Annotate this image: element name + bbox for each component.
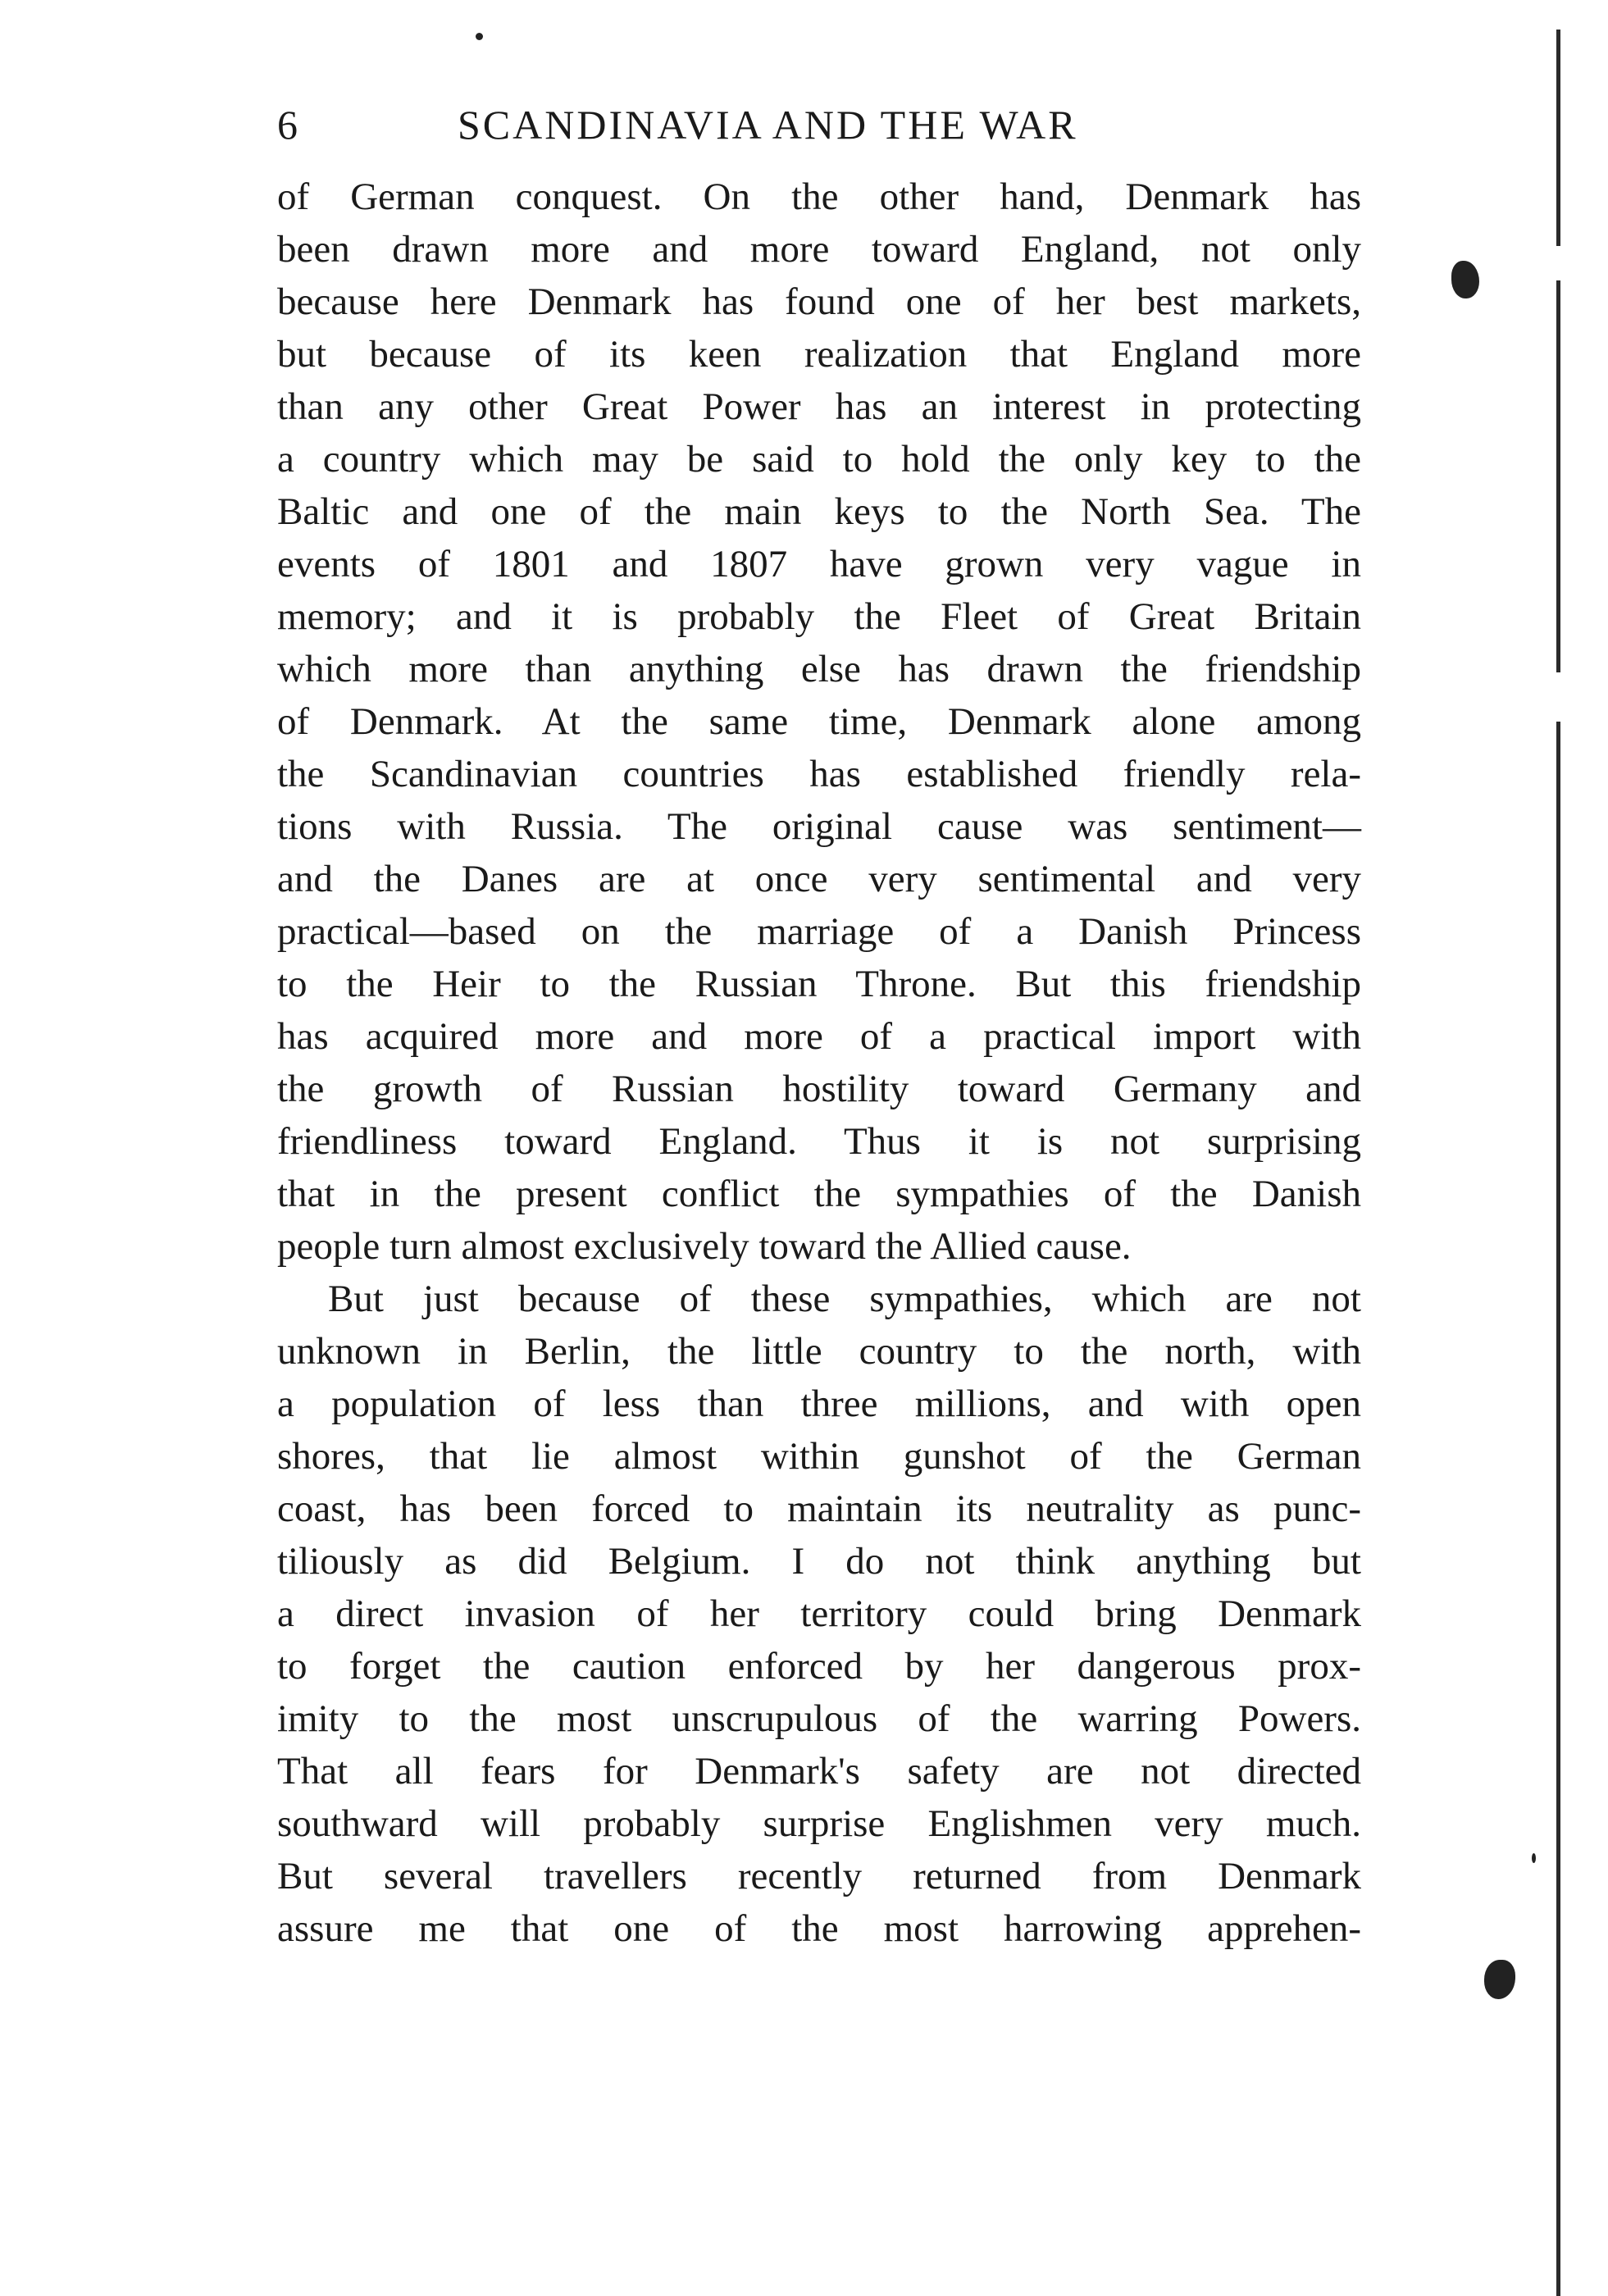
- text-line: tions with Russia. The original cause was sentiment—: [277, 805, 1361, 848]
- text-line: But just because of these sympathies, which are not: [328, 1278, 1361, 1320]
- text-line: unknown in Berlin, the little country to the north, with: [277, 1330, 1361, 1373]
- text-line: But several travellers recently returned from Denmark: [277, 1855, 1361, 1897]
- text-line: assure me that one of the most harrowing apprehen-: [277, 1907, 1361, 1950]
- text-line: a direct invasion of her territory could bring Denmark: [277, 1592, 1361, 1635]
- text-line: that in the present conflict the sympathies of the Danish: [277, 1173, 1361, 1215]
- running-title: SCANDINAVIA AND THE WAR: [458, 102, 1078, 148]
- text-line: tiliously as did Belgium. I do not think anything but: [277, 1540, 1361, 1583]
- binding-edge-gap: [1555, 672, 1562, 722]
- body-text: [277, 171, 1361, 1955]
- text-line: been drawn more and more toward England, not only: [277, 228, 1361, 271]
- text-line: Baltic and one of the main keys to the North Sea. The: [277, 490, 1361, 533]
- binding-edge-gap: [1555, 246, 1562, 280]
- text-line: has acquired more and more of a practical import with: [277, 1015, 1361, 1058]
- text-line: the growth of Russian hostility toward Germany and: [277, 1068, 1361, 1110]
- paragraph: [277, 171, 1361, 1273]
- text-line: shores, that lie almost within gunshot of the German: [277, 1435, 1361, 1478]
- running-head: [277, 92, 1361, 157]
- ink-blot: [1451, 261, 1479, 298]
- text-line: the Scandinavian countries has established friendly rela-: [277, 753, 1361, 795]
- paragraph: [277, 1273, 1361, 1955]
- text-line: imity to the most unscrupulous of the warring Powers.: [277, 1697, 1361, 1740]
- text-line: and the Danes are at once very sentimental and very: [277, 858, 1361, 900]
- ink-speck: [1532, 1853, 1536, 1863]
- binding-edge-gap: [1555, 0, 1562, 30]
- text-line: people turn almost exclusively toward the Allied cause.: [277, 1225, 1132, 1268]
- page-number: 6: [277, 102, 298, 148]
- text-line: which more than anything else has drawn the friendship: [277, 648, 1361, 690]
- text-line: but because of its keen realization that England more: [277, 333, 1361, 376]
- text-line: a country which may be said to hold the only key to the: [277, 438, 1361, 481]
- text-line: to forget the caution enforced by her dangerous prox-: [277, 1645, 1361, 1688]
- ink-blot: [1484, 1960, 1515, 1999]
- text-line: than any other Great Power has an interest in protecting: [277, 385, 1361, 428]
- text-line: of Denmark. At the same time, Denmark alone among: [277, 700, 1361, 743]
- text-line: because here Denmark has found one of her best markets,: [277, 280, 1361, 323]
- text-line: practical—based on the marriage of a Danish Princess: [277, 910, 1361, 953]
- text-line: coast, has been forced to maintain its neutrality as punc-: [277, 1487, 1361, 1530]
- ink-speck: [476, 33, 483, 40]
- text-line: That all fears for Denmark's safety are not directed: [277, 1750, 1361, 1793]
- text-line: a population of less than three millions, and with open: [277, 1383, 1361, 1425]
- text-line: memory; and it is probably the Fleet of Great Britain: [277, 595, 1361, 638]
- text-line: events of 1801 and 1807 have grown very vague in: [277, 543, 1361, 585]
- text-line: southward will probably surprise Englishmen very much.: [277, 1802, 1361, 1845]
- text-line: of German conquest. On the other hand, Denmark has: [277, 175, 1361, 218]
- binding-edge-line: [1556, 0, 1560, 2296]
- text-line: to the Heir to the Russian Throne. But this friendship: [277, 963, 1361, 1005]
- text-line: friendliness toward England. Thus it is not surprising: [277, 1120, 1361, 1163]
